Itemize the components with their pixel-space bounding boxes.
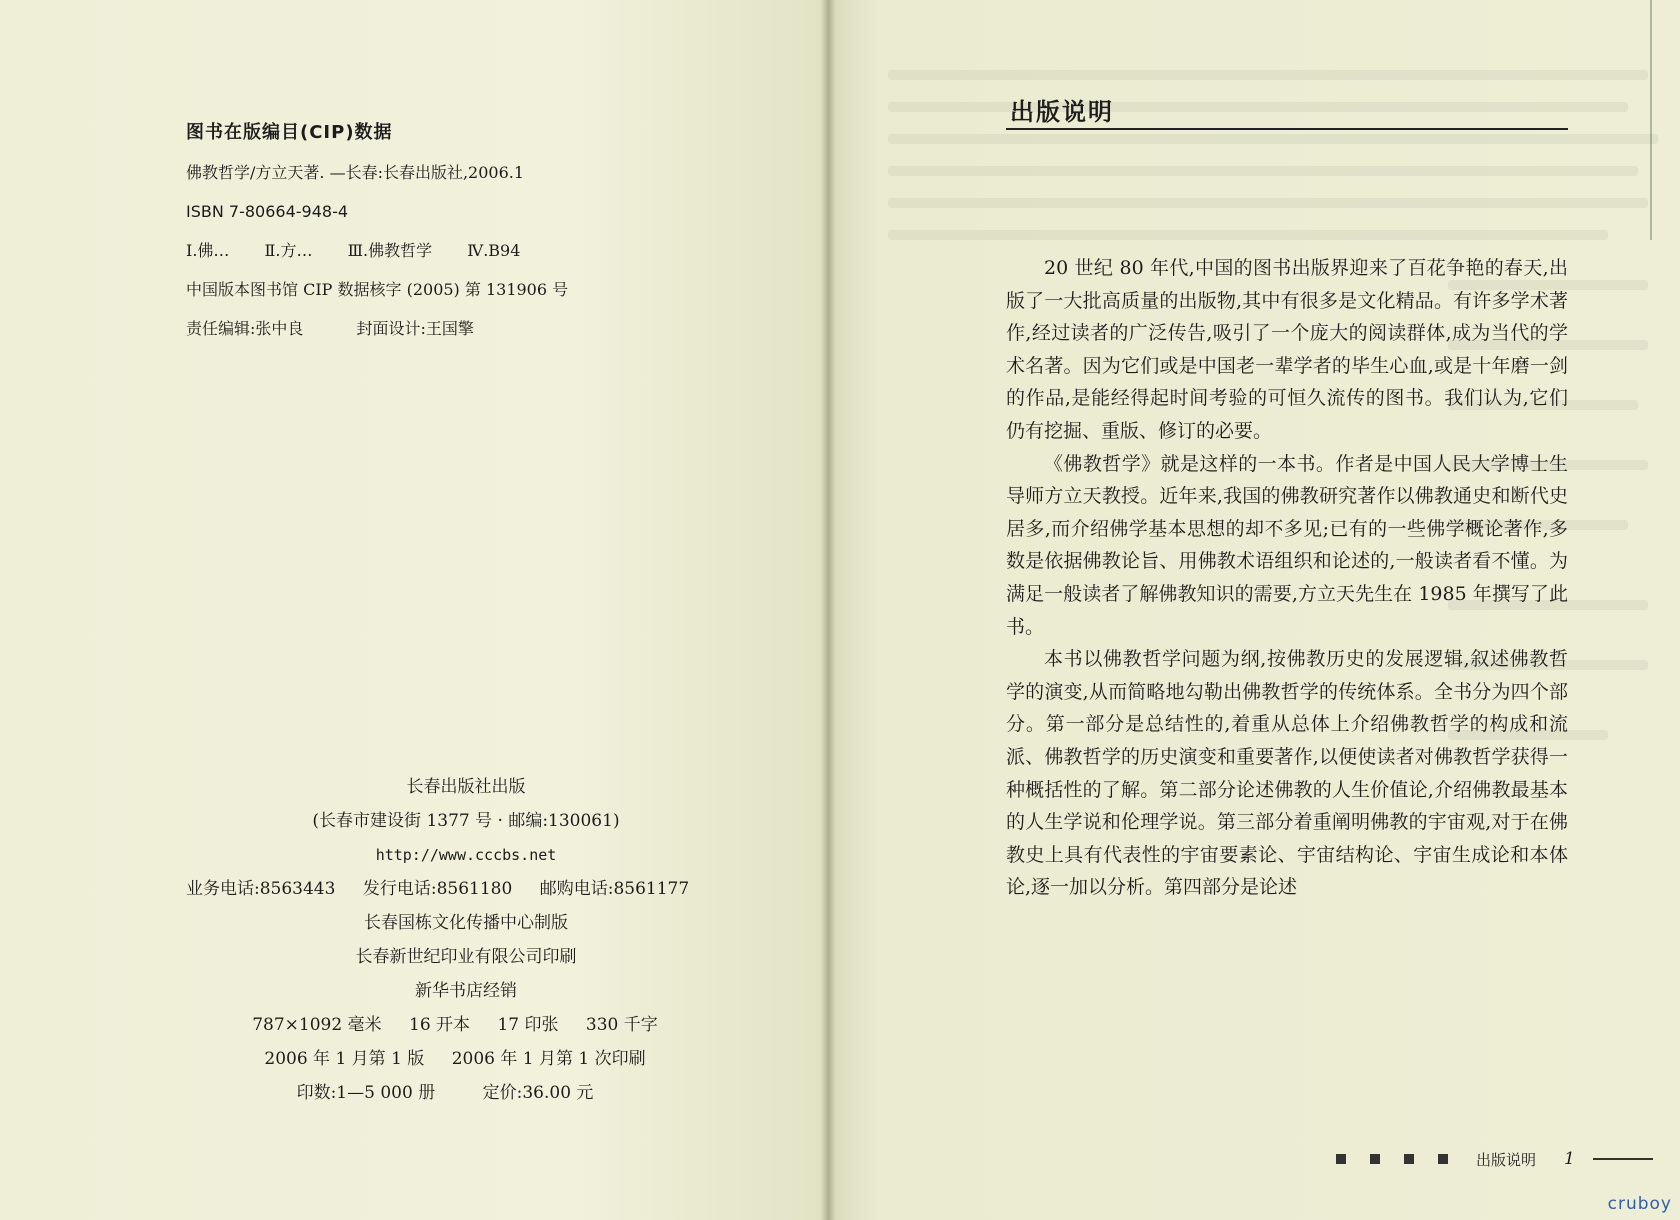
print-run: 印数:1—5 000 册 <box>296 1083 436 1103</box>
cip-block <box>186 118 746 358</box>
edition-item: 2006 年 1 月第 1 版 <box>264 1049 425 1069</box>
footer-square-icon <box>1438 1154 1448 1164</box>
printer-line: 长春新世纪印业有限公司印刷 <box>355 947 577 967</box>
cip-staff <box>186 319 746 339</box>
left-page <box>0 0 828 1220</box>
page-number: 1 <box>1564 1149 1575 1169</box>
cip-class-item: Ⅱ.方… <box>264 241 313 260</box>
paragraph: 本书以佛教哲学问题为纲,按佛教历史的发展逻辑,叙述佛教哲学的演变,从而简略地勾勒出佛教哲学的传统体系。全书分为四个部分。第一部分是总结性的,着重从总体上介绍佛教哲学的构成和流派、佛教哲学的历史演变和重要著作,以便使读者对佛教哲学获得一种概括性的了解。第二部分论述佛教的人生价值论,介绍佛教最基本的人生学说和伦理学说。第三部分着重阐明佛教的宇宙观,对于在佛教史上具有代表性的宇宙要素论、宇宙结构论、宇宙生成论和本体论,逐一加以分析。第四部分是论述 <box>1006 648 1568 899</box>
spec-item: 16 开本 <box>409 1015 471 1035</box>
editor-credit: 责任编辑:张中良 <box>186 319 304 338</box>
price-line <box>186 1076 746 1110</box>
body-text <box>1006 252 1568 904</box>
paragraph: 20 世纪 80 年代,中国的图书出版界迎来了百花争艳的春天,出版了一大批高质量的出版物,其中有很多是文化精品。有许多学术著作,经过读者的广泛传告,吸引了一个庞大的阅读群体,成为当代的学术名著。因为它们或是中国老一辈学者的毕生心血,或是十年磨一剑的作品,是能经得起时间考验的可恒久流传的图书。我们认为,它们仍有挖掘、重版、修订的必要。 <box>1006 257 1568 442</box>
plate-maker-line: 长春国栋文化传播中心制版 <box>364 913 568 933</box>
footer-square-icon <box>1370 1154 1380 1164</box>
right-page <box>828 0 1680 1220</box>
phone-line <box>186 872 746 906</box>
cip-citation: 佛教哲学/方立天著. —长春:长春出版社,2006.1 <box>186 163 525 182</box>
mail-order-phone: 邮购电话:8561177 <box>539 879 690 899</box>
footer-label: 出版说明 <box>1476 1150 1537 1169</box>
page-footer <box>1336 1148 1653 1170</box>
editions-line <box>186 1042 746 1076</box>
imprint-block <box>186 770 746 1110</box>
section-heading <box>1006 88 1568 130</box>
website-url: http://www.cccbs.net <box>375 846 557 864</box>
paragraph: 《佛教哲学》就是这样的一本书。作者是中国人民大学博士生导师方立天教授。近年来,我国的佛教研究著作以佛教通史和断代史居多,而介绍佛学基本思想的却不多见;已有的一些佛学概论著作,多数是依据佛教论旨、用佛教术语组织和论述的,一般读者看不懂。为满足一般读者了解佛教知识的需要,方立天先生在 1985 年撰写了此书。 <box>1006 452 1568 638</box>
footer-rule <box>1593 1158 1653 1160</box>
cip-classification <box>186 241 746 261</box>
business-phone: 业务电话:8563443 <box>186 879 336 899</box>
cip-class-item: Ⅲ.佛教哲学 <box>347 241 433 260</box>
cover-design-credit: 封面设计:王国擎 <box>356 319 474 338</box>
specs-line <box>186 1008 746 1042</box>
spec-item: 17 印张 <box>497 1015 559 1035</box>
price: 定价:36.00 元 <box>482 1083 594 1103</box>
edition-item: 2006 年 1 月第 1 次印刷 <box>451 1049 646 1069</box>
cip-number: 中国版本图书馆 CIP 数据核字 (2005) 第 131906 号 <box>186 280 569 299</box>
book-gutter <box>820 0 836 1220</box>
publisher-line: 长春出版社出版 <box>406 777 526 797</box>
watermark: cruboy <box>1607 1194 1672 1214</box>
distribution-phone: 发行电话:8561180 <box>362 879 513 899</box>
cip-class-item: Ⅰ.佛… <box>186 241 230 260</box>
spec-item: 330 千字 <box>585 1015 658 1035</box>
cip-isbn: ISBN 7-80664-948-4 <box>186 202 349 221</box>
heading-text: 出版说明 <box>1010 98 1114 126</box>
spec-item: 787×1092 毫米 <box>252 1015 382 1035</box>
cip-title: 图书在版编目(CIP)数据 <box>186 122 393 143</box>
distributor-line: 新华书店经销 <box>415 981 517 1001</box>
footer-square-icon <box>1336 1154 1346 1164</box>
cip-class-item: Ⅳ.B94 <box>467 241 521 260</box>
address-line: (长春市建设街 1377 号 · 邮编:130061) <box>312 811 620 831</box>
footer-square-icon <box>1404 1154 1414 1164</box>
page-edge-mark <box>1650 0 1666 240</box>
